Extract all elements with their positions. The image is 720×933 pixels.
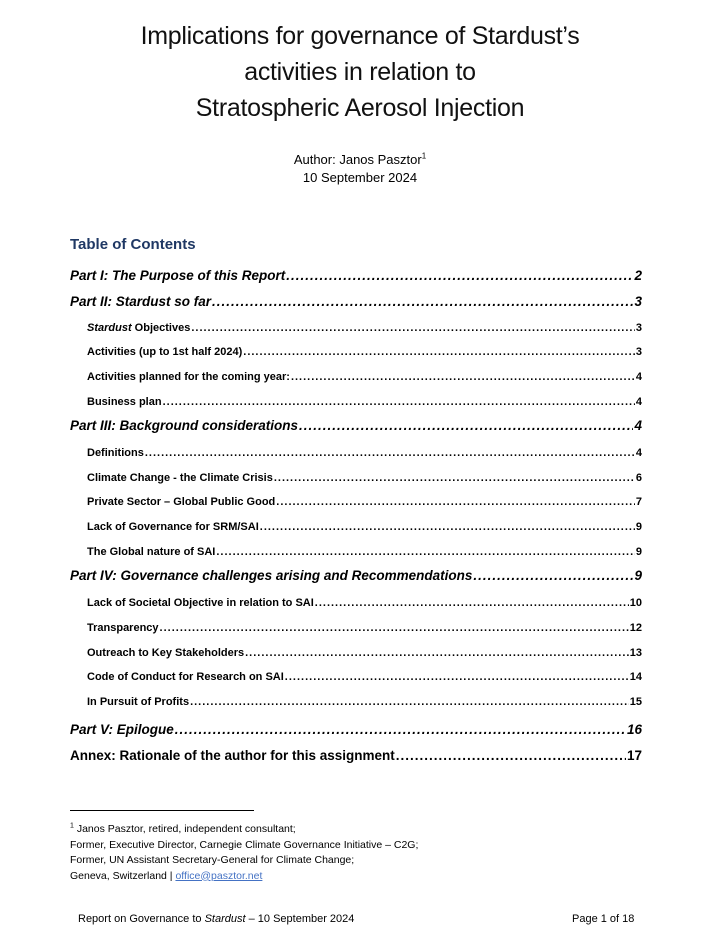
toc-entry[interactable]: Code of Conduct for Research on SAI ..... 14 bbox=[87, 671, 642, 683]
toc-leader bbox=[299, 418, 633, 433]
document-date: 10 September 2024 bbox=[302, 170, 418, 185]
toc-entry[interactable]: Part III: Background considerations ..... 4 bbox=[70, 418, 642, 433]
toc-entry[interactable]: Business plan ..... 4 bbox=[87, 396, 642, 408]
toc-page-number: 3 bbox=[634, 294, 642, 309]
toc-entry[interactable]: Part I: The Purpose of this Report ..... 2 bbox=[70, 268, 642, 283]
title-line: Stratospheric Aerosol Injection bbox=[195, 94, 525, 122]
author-name: Author: Janos Pasztor bbox=[293, 152, 422, 167]
toc-leader bbox=[191, 322, 635, 334]
toc-page-number: 2 bbox=[634, 268, 642, 283]
toc-leader bbox=[145, 447, 635, 459]
toc-entry[interactable]: In Pursuit of Profits ..... 15 bbox=[87, 696, 642, 708]
toc-entry[interactable]: Activities planned for the coming year: ..... 4 bbox=[87, 371, 642, 383]
toc-page-number: 17 bbox=[626, 748, 642, 763]
toc-page-number: 15 bbox=[629, 696, 642, 708]
toc-page-number: 4 bbox=[635, 447, 642, 459]
toc-page-number: 9 bbox=[635, 546, 642, 558]
toc-leader bbox=[473, 568, 633, 583]
toc-page-number: 6 bbox=[635, 472, 642, 484]
toc-leader bbox=[315, 597, 629, 609]
footnote-line: $^1$ Janos Pasztor, retired, independent consultant; bbox=[70, 822, 296, 835]
email-link[interactable]: office@pasztor.net bbox=[175, 869, 263, 882]
toc-entry[interactable]: Stardust Objectives ..... 3 bbox=[87, 322, 642, 334]
toc-page-number: 4 bbox=[635, 396, 642, 408]
toc-leader bbox=[285, 671, 629, 683]
toc-page-number: 4 bbox=[635, 371, 642, 383]
title-line: activities in relation to bbox=[244, 58, 476, 86]
toc-leader bbox=[163, 396, 635, 408]
page-number: Page 1 of 18 bbox=[572, 913, 635, 925]
page-footer-left: Report on Governance to Stardust – 10 September 2024 bbox=[78, 913, 355, 925]
toc-page-number: 9 bbox=[635, 521, 642, 533]
toc-page-number: 12 bbox=[629, 622, 642, 634]
footnote-line: Geneva, Switzerland | office@pasztor.net bbox=[70, 869, 263, 882]
toc-entry[interactable]: Part V: Epilogue ..... 16 bbox=[70, 722, 642, 737]
footnote bbox=[70, 822, 630, 884]
toc-page-number: 7 bbox=[635, 496, 642, 508]
toc-entry[interactable]: Private Sector – Global Public Good ..... 7 bbox=[87, 496, 642, 508]
toc-entry[interactable]: Definitions ..... 4 bbox=[87, 447, 642, 459]
toc-leader bbox=[396, 748, 626, 763]
toc-leader bbox=[175, 722, 626, 737]
toc-leader bbox=[260, 521, 635, 533]
footnote-line: Former, UN Assistant Secretary-General for Climate Change; bbox=[70, 854, 355, 866]
toc-page-number: 9 bbox=[634, 568, 642, 583]
toc-page-number: 14 bbox=[629, 671, 642, 683]
footnote-reference[interactable]: 1 bbox=[421, 151, 427, 161]
toc-page-number: 10 bbox=[629, 597, 642, 609]
toc-page-number: 3 bbox=[635, 322, 642, 334]
toc-entry[interactable]: The Global nature of SAI ..... 9 bbox=[87, 546, 642, 558]
author-line bbox=[160, 151, 560, 169]
toc-page-number: 3 bbox=[635, 346, 642, 358]
toc-leader bbox=[291, 371, 635, 383]
author-block bbox=[160, 151, 560, 187]
footnote-mark: 1 bbox=[70, 822, 74, 830]
toc-entry[interactable]: Lack of Societal Objective in relation to SAI ..... 10 bbox=[87, 597, 642, 609]
toc-page-number: 4 bbox=[634, 418, 642, 433]
toc-entry[interactable]: Lack of Governance for SRM/SAI ..... 9 bbox=[87, 521, 642, 533]
toc-page-number: 13 bbox=[629, 647, 642, 659]
toc-leader bbox=[160, 622, 629, 634]
toc-entry[interactable]: Transparency ..... 12 bbox=[87, 622, 642, 634]
title-line: Implications for governance of Stardust’s bbox=[140, 22, 580, 50]
toc-entry[interactable]: Activities (up to 1st half 2024) ..... 3 bbox=[87, 346, 642, 358]
document-title bbox=[60, 18, 660, 126]
toc-leader bbox=[245, 647, 629, 659]
toc-entry[interactable]: Part II: Stardust so far ..... 3 bbox=[70, 294, 642, 309]
toc-leader bbox=[276, 496, 635, 508]
toc-leader bbox=[274, 472, 635, 484]
toc-leader bbox=[190, 696, 629, 708]
toc-entry[interactable]: Part IV: Governance challenges arising and Recommendations ..... 9 bbox=[70, 568, 642, 583]
toc-entry[interactable]: Annex: Rationale of the author for this assignment ..... 17 bbox=[70, 748, 642, 763]
toc-leader bbox=[216, 546, 635, 558]
footnote-line: Former, Executive Director, Carnegie Climate Governance Initiative – C2G; bbox=[70, 838, 419, 851]
toc-entry[interactable]: Climate Change - the Climate Crisis ..... 6 bbox=[87, 472, 642, 484]
toc-leader bbox=[243, 346, 635, 358]
toc-heading: Table of Contents bbox=[70, 236, 196, 253]
footnote-divider bbox=[70, 810, 254, 811]
toc-page-number: 16 bbox=[626, 722, 642, 737]
toc-leader bbox=[212, 294, 633, 309]
toc-entry[interactable]: Outreach to Key Stakeholders ..... 13 bbox=[87, 647, 642, 659]
toc-leader bbox=[286, 268, 633, 283]
